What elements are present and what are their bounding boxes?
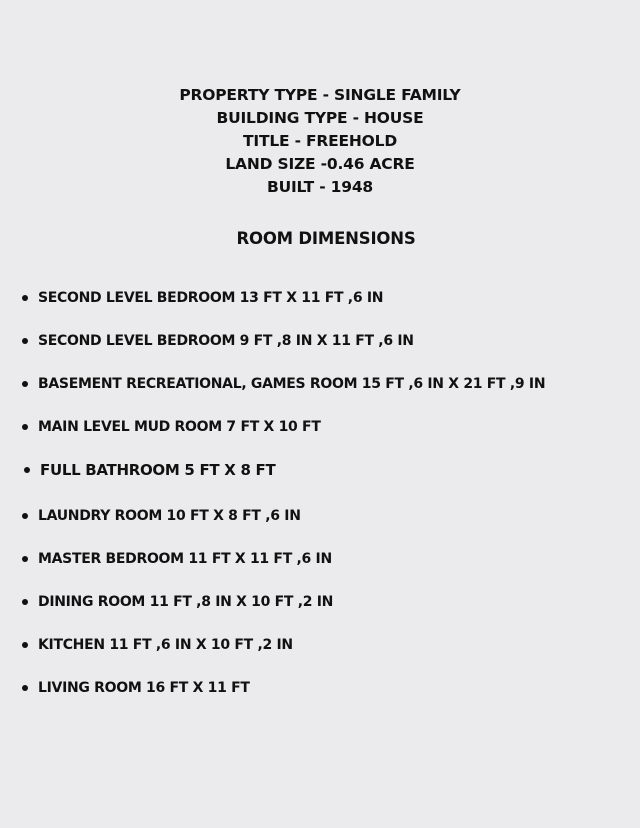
land-size: LAND SIZE -0.46 ACRE <box>225 155 415 173</box>
room-dimension-text: LIVING ROOM 16 FT X 11 FT <box>38 680 250 696</box>
bullet-icon <box>22 338 28 344</box>
room-dimension-text: KITCHEN 11 FT ,6 IN X 10 FT ,2 IN <box>38 637 293 653</box>
property-type: PROPERTY TYPE - SINGLE FAMILY <box>179 86 461 104</box>
room-dimensions-heading: ROOM DIMENSIONS <box>236 229 416 248</box>
building-type: BUILDING TYPE - HOUSE <box>216 109 424 127</box>
bullet-icon <box>22 424 28 430</box>
room-dimension-text: SECOND LEVEL BEDROOM 13 FT X 11 FT ,6 IN <box>38 290 384 306</box>
bullet-icon <box>22 556 28 562</box>
room-dimension-text: FULL BATHROOM 5 FT X 8 FT <box>40 461 276 479</box>
year-built: BUILT - 1948 <box>266 178 374 196</box>
room-dimension-text: SECOND LEVEL BEDROOM 9 FT ,8 IN X 11 FT ,6 IN <box>38 333 414 349</box>
bullet-icon <box>22 599 28 605</box>
room-dimension-text: MASTER BEDROOM 11 FT X 11 FT ,6 IN <box>38 551 332 567</box>
room-dimension-text: MAIN LEVEL MUD ROOM 7 FT X 10 FT <box>38 419 321 435</box>
bullet-icon <box>22 295 28 301</box>
room-dimension-text: BASEMENT RECREATIONAL, GAMES ROOM 15 FT ,6 IN X 21 FT ,9 IN <box>38 376 546 392</box>
bullet-icon <box>22 685 28 691</box>
bullet-icon <box>24 467 30 473</box>
bullet-icon <box>22 642 28 648</box>
room-dimension-text: DINING ROOM 11 FT ,8 IN X 10 FT ,2 IN <box>38 594 334 610</box>
room-dimension-text: LAUNDRY ROOM 10 FT X 8 FT ,6 IN <box>38 508 301 524</box>
bullet-icon <box>22 381 28 387</box>
property-details <box>0 84 640 199</box>
bullet-icon <box>22 513 28 519</box>
title-type: TITLE - FREEHOLD <box>243 132 397 150</box>
